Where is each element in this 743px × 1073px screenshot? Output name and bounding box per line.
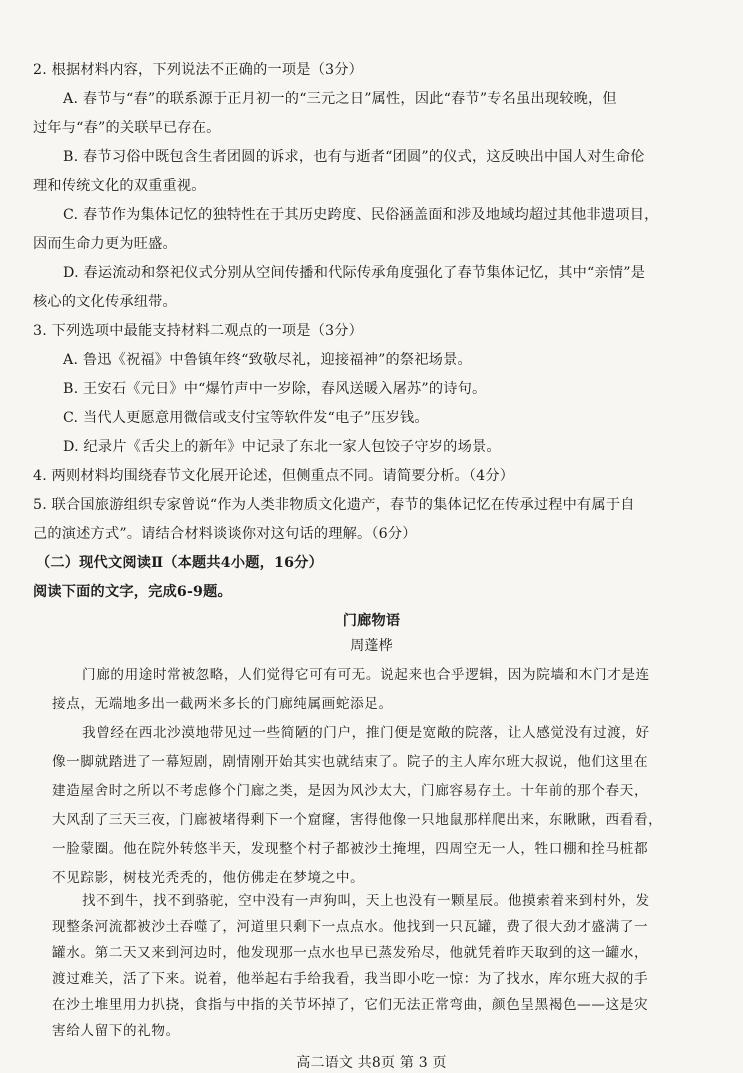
article-author: 周蓬桦 [350,638,393,654]
paragraph-2-line: 我曾经在西北沙漠地带见过一些简陋的门户，推门便是宽敞的院落，让人感觉没有过渡，好 [82,725,650,741]
paragraph-1-line: 门廊的用途时常被忽略，人们觉得它可有可无。说起来也合乎逻辑，因为院墙和木门才是连 [82,667,650,683]
paragraph-2-line: 一脸蒙圈。他在院外转悠半天，发现整个村子都被沙土掩埋，四周空无一人，牲口棚和拴马桩都 [52,841,649,857]
q2-option-c-line2: 因而生命力更为旺盛。 [33,236,177,252]
paragraph-3-line: 渡过难关，活了下来。说着，他举起右手给我看，我当即小吃一惊：为了找水，库尔班大叔的手 [52,971,649,987]
paragraph-3-line: 找不到牛，找不到骆驼，空中没有一声狗叫，天上也没有一颗星辰。他摸索着来到村外，发 [82,893,650,909]
section-instruction: 阅读下面的文字，完成6-9题。 [33,584,232,600]
q3-option-a: A. 鲁迅《祝福》中鲁镇年终“致敬尽礼，迎接福神”的祭祀场景。 [63,352,472,368]
q2-option-b-line2: 理和传统文化的双重重视。 [33,178,206,194]
question-4: 4. 两则材料均围绕春节文化展开论述，但侧重点不同。请简要分析。（4分） [33,468,515,484]
paragraph-3-line: 害给人留下的礼物。 [52,1023,180,1039]
section-heading: （二）现代文阅读Ⅱ（本题共4小题，16分） [36,555,323,571]
q3-option-b: B. 王安石《元日》中“爆竹声中一岁除，春风送暖入屠苏”的诗句。 [63,381,487,397]
q2-option-a-line2: 过年与“春”的关联早已存在。 [33,120,221,136]
q2-option-c-line1: C. 春节作为集体记忆的独特性在于其历史跨度、民俗涵盖面和涉及地域均超过其他非遗项目， [63,207,659,223]
q3-option-c: C. 当代人更愿意用微信或支付宝等软件发“电子”压岁钱。 [63,410,429,426]
question-5-line2: 己的演述方式”。请结合材料谈谈你对这句话的理解。（6分） [33,526,417,542]
q2-option-d-line1: D. 春运流动和祭祀仪式分别从空间传播和代际传承角度强化了春节集体记忆，其中“亲情”是 [63,265,646,281]
question-3-stem: 3. 下列选项中最能支持材料二观点的一项是（3分） [33,323,364,339]
paragraph-2-line: 建造屋舍时之所以不考虑修个门廊之类，是因为风沙太大，门廊容易存土。十年前的那个春天， [52,783,649,799]
question-2-stem: 2. 根据材料内容，下列说法不正确的一项是（3分） [33,62,364,78]
article-title: 门廊物语 [342,613,401,629]
paragraph-2-line: 像一脚就踏进了一幕短剧，剧情刚开始其实也就结束了。院子的主人库尔班大叔说，他们这里在 [52,754,649,770]
page-footer: 高二语文 共8页 第 3 页 [296,1055,447,1071]
q2-option-b-line1: B. 春节习俗中既包含生者团圆的诉求，也有与逝者“团圆”的仪式，这反映出中国人对生命伦 [63,149,645,165]
paragraph-3-line: 罐水。第二天又来到河边时，他发现那一点水也早已蒸发殆尽，他就凭着昨天取到的这一罐水， [52,945,649,961]
q2-option-d-line2: 核心的文化传承纽带。 [33,294,177,310]
paragraph-3-line: 现整条河流都被沙土吞噬了，河道里只剩下一点点水。他找到一只瓦罐，费了很大劲才盛满了一 [52,919,649,935]
q3-option-d: D. 纪录片《舌尖上的新年》中记录了东北一家人包饺子守岁的场景。 [63,439,501,455]
paragraph-2-line: 不见踪影，树枝光秃秃的，他仿佛走在梦境之中。 [52,870,365,886]
paragraph-2-line: 大风刮了三天三夜，门廊被堵得剩下一个窟窿，害得他像一只地鼠那样爬出来，东瞅瞅，西看看， [52,812,663,828]
paragraph-3-line: 在沙土堆里用力扒挠，食指与中指的关节坏掉了，它们无法正常弯曲，颜色呈黑褐色——这是灾 [52,997,649,1013]
question-5-line1: 5. 联合国旅游组织专家曾说“作为人类非物质文化遗产，春节的集体记忆在传承过程中有属于自 [33,497,635,513]
paragraph-1-line: 接点，无端地多出一截两米多长的门廊纯属画蛇添足。 [52,696,393,712]
q2-option-a-line1: A. 春节与“春”的联系源于正月初一的“三元之日”属性，因此“春节”专名虽出现较晚，但 [63,91,617,107]
